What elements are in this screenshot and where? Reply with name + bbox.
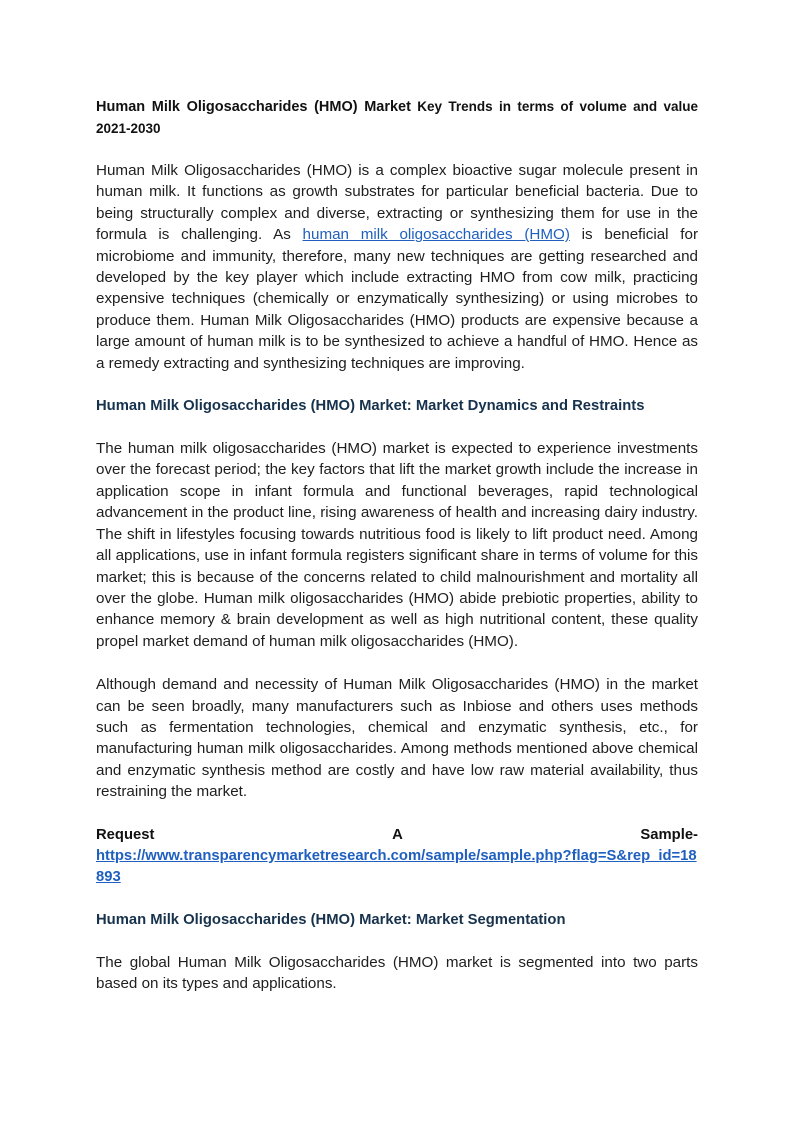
request-sample-block	[96, 825, 698, 888]
sample-request-link[interactable]: https://www.transparencymarketresearch.com/sample/sample.php?flag=S&rep_id=18893	[96, 847, 697, 885]
request-a-word: A	[392, 826, 403, 843]
request-sample-word: Sample-	[640, 826, 698, 843]
request-word: Request	[96, 826, 155, 843]
document-page	[96, 96, 698, 1016]
request-sample-label	[96, 825, 698, 846]
segmentation-heading: Human Milk Oligosaccharides (HMO) Market: Market Segmentation	[96, 911, 566, 928]
title-main: Human Milk Oligosaccharides (HMO) Market	[96, 99, 411, 115]
dynamics-paragraph-2: Although demand and necessity of Human Milk Oligosaccharides (HMO) in the market can be seen broadly, many manufacturers such as Inbiose and others uses methods such as fermentation technologies, chemical and enzymatic synthesis, etc., for manufacturing human milk oligosaccharides. Among methods mentioned above chemical and enzymatic synthesis method are costly and have low raw material availability, thus restraining the market.	[96, 676, 698, 801]
title-sub: Key Trends in terms of volume and value 2021-2030	[96, 99, 698, 136]
document-title	[96, 96, 698, 140]
dynamics-paragraph-1: The human milk oligosaccharides (HMO) market is expected to experience investments over the forecast period; the key factors that lift the market growth include the increase in application scope in infant formula and functional beverages, rapid technological advancement in the product line, rising awareness of health and increasing dairy industry. The shift in lifestyles focusing towards nutritious food is likely to lift product need. Among all applications, use in infant formula registers significant share in terms of volume for this market; this is because of the concerns related to child malnourishment and mortality all over the globe. Human milk oligosaccharides (HMO) abide prebiotic properties, ability to enhance memory & brain development as well as high nutritional content, these quality propel market demand of human milk oligosaccharides (HMO).	[96, 440, 698, 650]
intro-paragraph	[96, 160, 698, 374]
intro-text-before-link: Human Milk Oligosaccharides (HMO) is a complex bioactive sugar molecule present in human milk. It functions as growth substrates for particular beneficial bacteria. Due to being structurally complex and diverse, extracting or synthesizing them for use in the formula is challenging. As	[96, 162, 698, 244]
hmo-link[interactable]: human milk oligosaccharides (HMO)	[302, 226, 570, 244]
dynamics-heading: Human Milk Oligosaccharides (HMO) Market: Market Dynamics and Restraints	[96, 398, 645, 415]
intro-text-after-link: is beneficial for microbiome and immunity, therefore, many new techniques are getting researched and developed by the key player which include extracting HMO from cow milk, practicing expensive techniques (chemically or enzymatically synthesizing) or using microbes to produce them. Human Milk Oligosaccharides (HMO) products are expensive because a large amount of human milk is to be synthesized to achieve a handful of HMO. Hence as a remedy extracting and synthesizing techniques are improving.	[96, 226, 699, 372]
segmentation-paragraph: The global Human Milk Oligosaccharides (HMO) market is segmented into two parts based on its types and applications.	[96, 953, 698, 992]
